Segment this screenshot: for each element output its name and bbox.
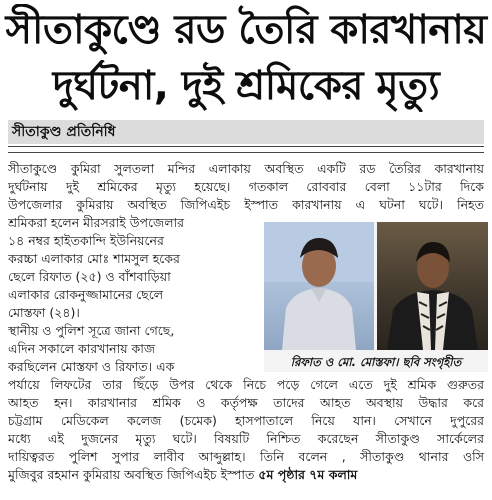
text-line: উপজেলার কুমিরায় অবস্থিত জিপিএইচ ইস্পাত কারখানায় এ ঘটনা ঘটে। নিহত [8, 197, 484, 212]
text-line: এদিন সকালে কারখানায় কাজ [8, 341, 156, 356]
headline-line-2: দুর্ঘটনা, দুই শ্রমিকের মৃত্যু [52, 63, 440, 109]
text-line: পর্যায়ে লিফটের তার ছিঁড়ে উপর থেকে নিচে পড়ে গেলে এতে দুই শ্রমিক গুরুতর [8, 377, 484, 392]
continuation-note: ৫ম পৃষ্ঠার ৭ম কলাম [258, 467, 358, 482]
article-paragraph-bottom [8, 376, 484, 500]
photo-block [264, 222, 488, 372]
text-line: মোস্তফা (২৪)। [8, 305, 80, 320]
text-line: মধ্যে এই দুজনের মৃত্যু ঘটে। বিষয়টি নিশ্চিত করেছেন সীতাকুণ্ড সার্কেলের [8, 431, 484, 446]
person-silhouette-icon [264, 222, 374, 350]
photo-mostofa [377, 222, 488, 350]
text-line: স্থানীয় ও পুলিশ সূত্রে জানা গেছে, [8, 323, 175, 338]
text-line: করচ্চা এলাকার মোঃ শামসুল হকের [8, 251, 180, 266]
text-line: ১৪ নম্বর হাইতকান্দি ইউনিয়নের [8, 233, 164, 248]
divider [8, 152, 484, 153]
photo-caption: রিফাত ও মো. মোস্তফা। ছবি সংগৃহীত [290, 355, 462, 369]
text-fragment: মুজিবুর রহমান কুমিরায় অবস্থিত জিপিএইচ ইস্পাত [8, 467, 255, 482]
text-line: সীতাকুণ্ডে কুমিরা সুলতলা মন্দির এলাকায় অবস্থিত একটি রড তৈরির কারখানায় [8, 161, 484, 176]
text-line: শ্রমিকরা হলেন মীরসরাই উপজেলার [8, 215, 185, 230]
text-line: এলাকার রোকনুজ্জামানের ছেলে [8, 287, 164, 302]
text-line: করছিলেন মোস্তফা ও রিফাত। এক [8, 359, 175, 374]
text-line: আহত হন। কারখানার শ্রমিক ও কর্তৃপক্ষ তাদের আহত অবস্থায় উদ্ধার করে [8, 395, 484, 410]
headline-line-1: সীতাকুণ্ডে রড তৈরি কারখানায় [5, 7, 487, 53]
text-line: ছেলে রিফাত (২৫) ও বাঁশবাড়িয়া [8, 269, 171, 284]
text-line: চট্টগ্রাম মেডিকেল কলেজ (চমেক) হাসপাতালে নিয়ে যান। সেখানে দুপুরের [8, 413, 484, 428]
text-line: দুর্ঘটনায় দুই শ্রমিকের মৃত্যু হয়েছে। গতকাল রোববার বেলা ১১টার দিকে [8, 179, 484, 194]
divider [8, 146, 484, 147]
text-line: দায়িত্বরত পুলিশ সুপার লাবীব আব্দুল্লাহ। তিনি বলেন , সীতাকুণ্ড থানার ওসি [8, 449, 484, 464]
article-paragraph-left-column [8, 232, 260, 376]
photo-rifat [264, 222, 374, 350]
person-silhouette-icon [377, 222, 488, 350]
text-line [8, 466, 484, 484]
byline: সীতাকুণ্ড প্রতিনিধি [8, 120, 484, 144]
